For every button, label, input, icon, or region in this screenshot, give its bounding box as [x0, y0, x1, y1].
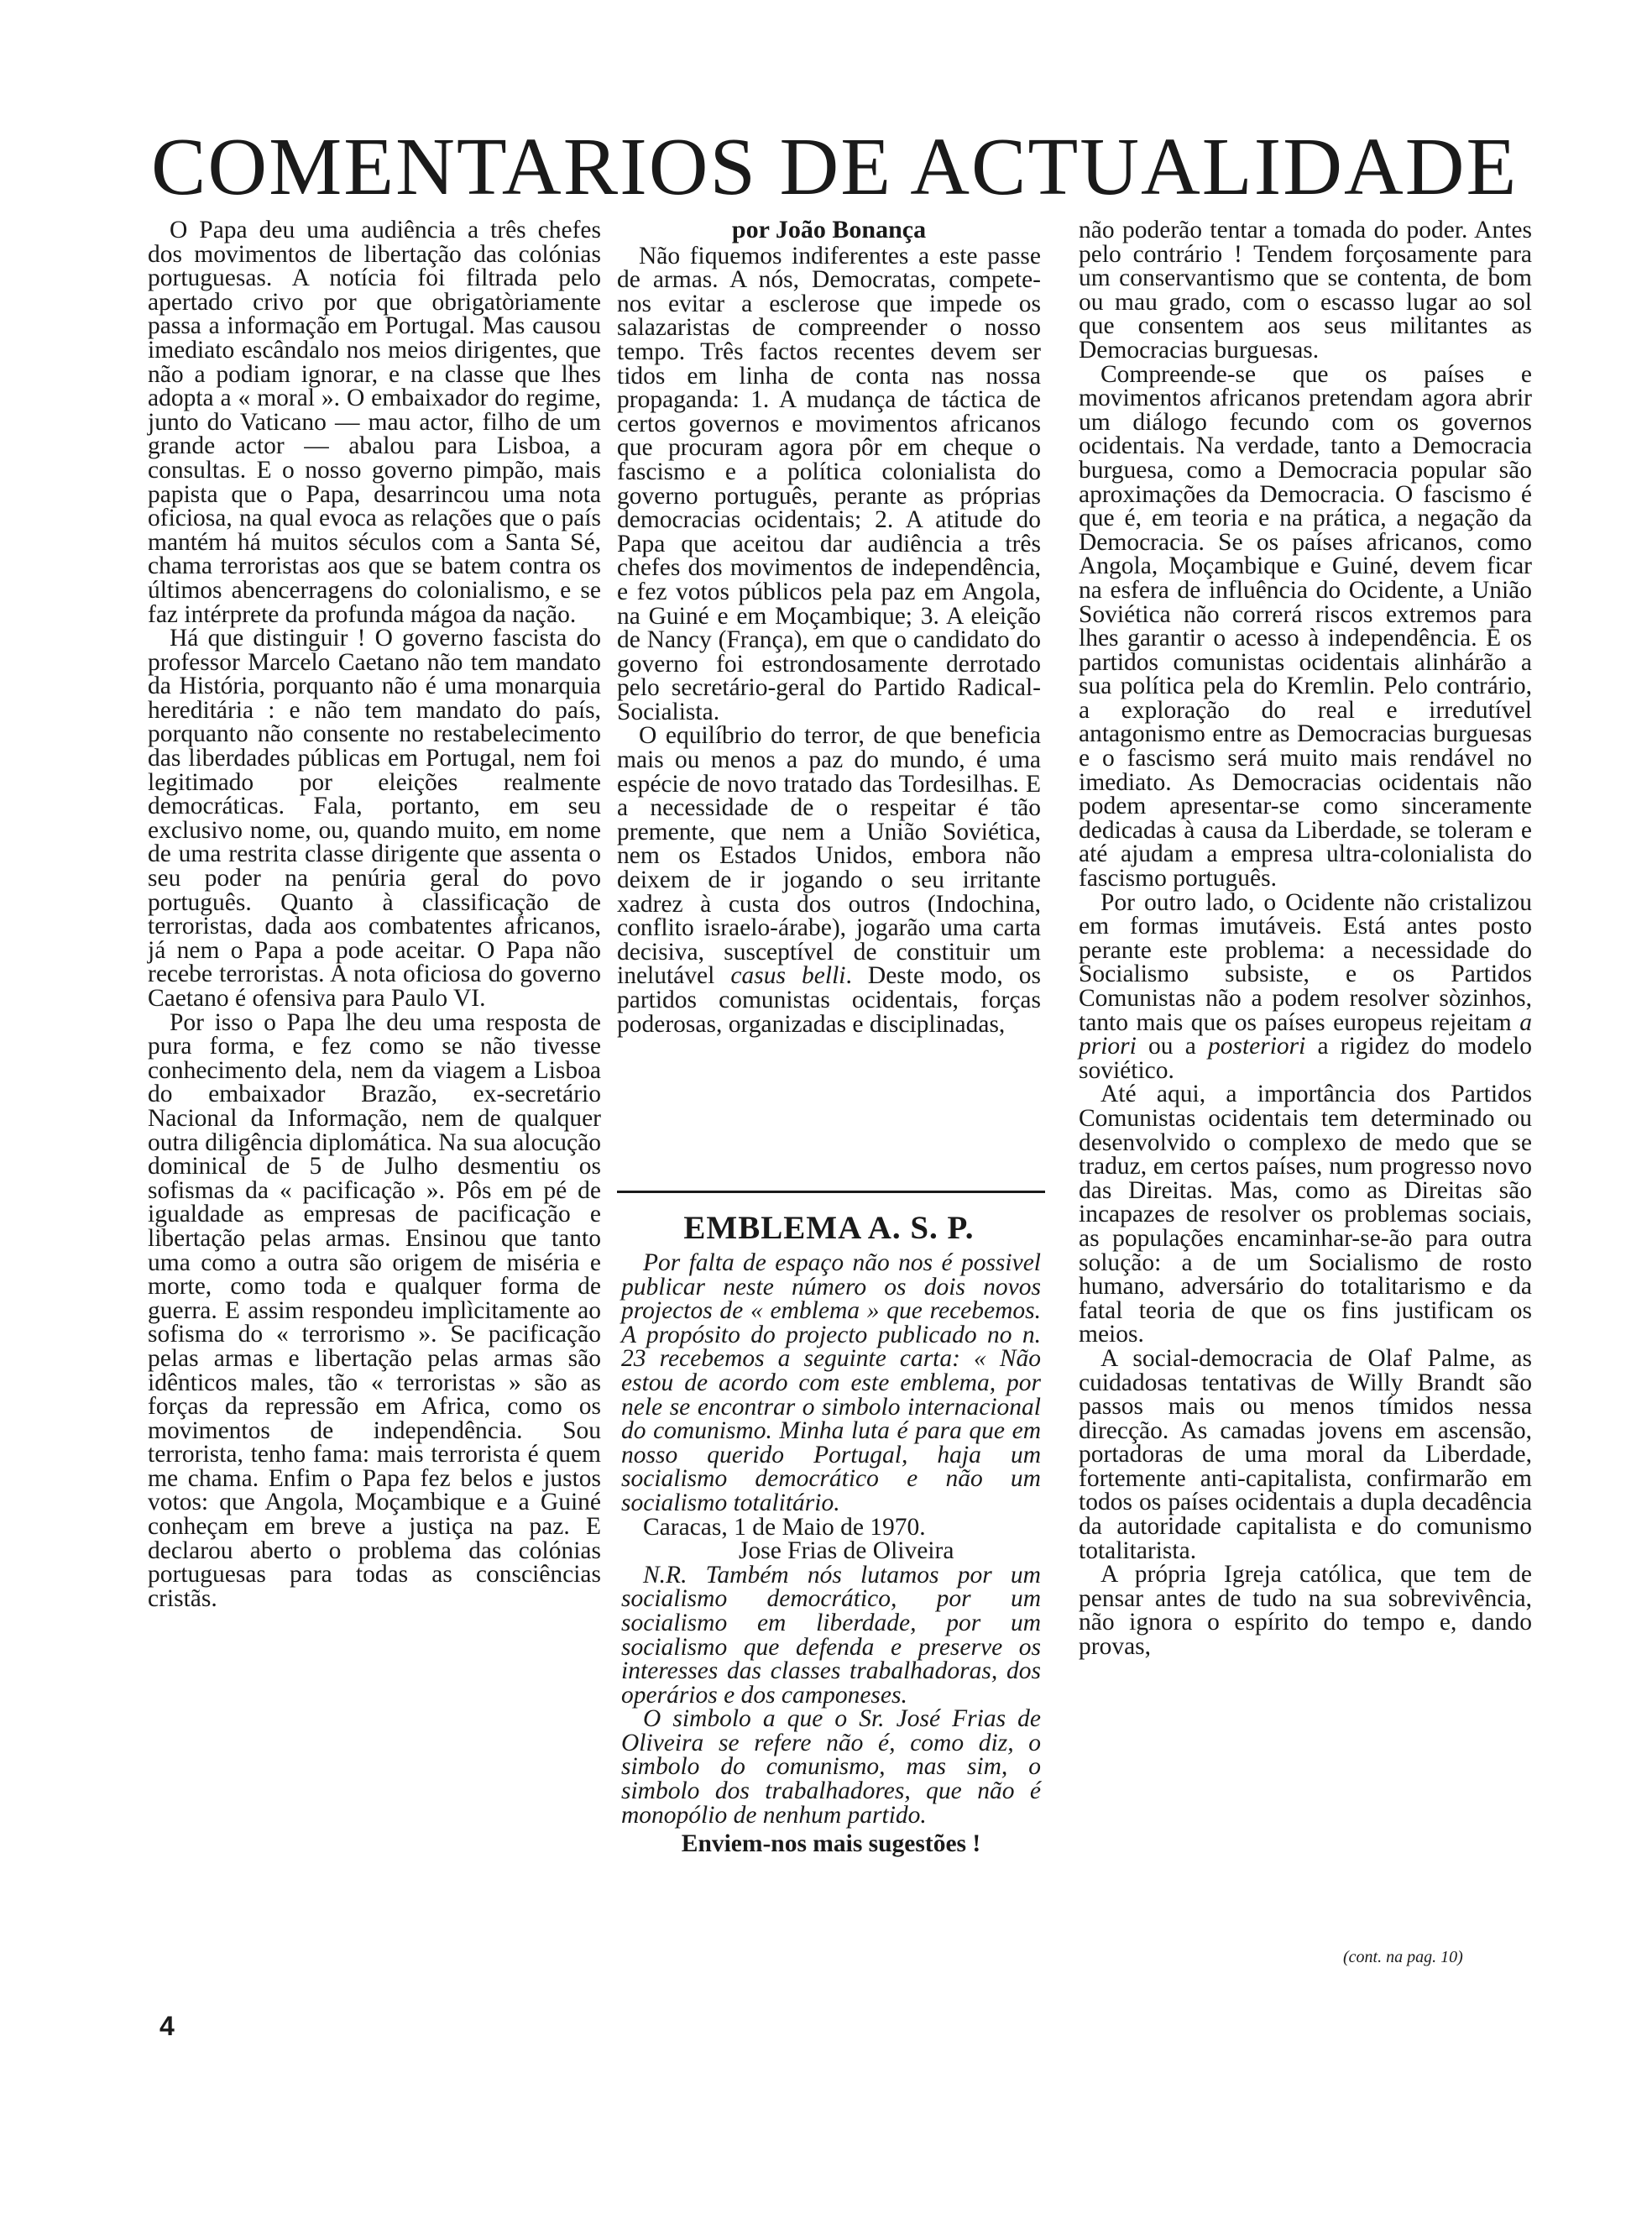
emblema-box	[621, 1251, 1041, 1856]
paragraph: Compreende-se que os países e movimentos africanos pretendam agora abrir um diálogo fecundo com os governos ocidentais. Na verdade, tanto a Democracia burguesa, como a Democracia popular são aproximações da Democracia. O fascismo é que é, em teoria e na prática, a negação da Democracia. Se os países africanos, como Angola, Moçambique e Guiné, devem ficar na esfera de influência do Ocidente, a União Soviética não correrá riscos extremos para lhes garantir o acesso à independência. E os partidos comunistas ocidentais alinhárão a sua política pela do Kremlin. Pelo contrário, a exploração do real e irredutível antagonismo entre as Democracias burguesas e o fascismo será muito mais rendável no imediato. As Democracias ocidentais não podem apresentar-se como sinceramente dedicadas à causa da Liberdade, se toleram e até ajudam a empresa ultra-colonialista do fascismo português.	[1079, 360, 1532, 893]
paragraph: Há que distinguir ! O governo fascista do professor Marcelo Caetano não tem mandato da História, porquanto não é uma monarquia hereditária : e não tem mandato do país, porquanto não consente no restabelecimento das liberdades públicas em Portugal, nem foi legitimado por eleições realmente democráticas. Fala, portanto, em seu exclusivo nome, ou, quando muito, em nome de uma restrita classe dirigente que assenta o seu poder na penúria geral do povo português. Quanto à classificação de terroristas, dada aos combatentes africanos, já nem o Papa a pode aceitar. O Papa não recebe terroristas. A nota oficiosa do governo Caetano é ofensiva para Paulo VI.	[148, 625, 601, 1012]
column-right	[1079, 218, 1532, 1659]
paragraph: Por isso o Papa lhe deu uma resposta de pura forma, e fez como se não tivesse conhecimento dela, nem da viagem a Lisboa do embaixador Brazão, ex-secretário Nacional da Informação, nem de qualquer outra diligência diplomática. Na sua alocução dominical de 5 de Julho desmentiu os sofismas da « pacificação ». Pôs em pé de igualdade as empresas de pacificação e libertação pelas armas. Ensinou que tanto uma como a outra são origem de miséria e morte, como toda e qualquer forma de guerra. E assim respondeu implìcitamente ao sofisma do « terrorismo ». Se pacificação pelas armas e libertação pelas armas são idênticos males, tão « terroristas » são as forças da repressão em Africa, como os movimentos de independência. Sou terrorista, tenho fama: mais terrorista é quem me chama. Enfim o Papa fez belos e justos votos: que Angola, Moçambique e a Guiné conheçam em breve a justiça na paz. E declarou aberto o problema das colónias portuguesas para todas as consciências cristãs.	[148, 1008, 601, 1612]
italic-term: a priori	[1079, 1008, 1532, 1060]
text-run: . Deste modo, os partidos comunistas ocidentais, forças poderosas, organizadas e disciplinadas,	[617, 962, 1042, 1038]
italic-term: casus belli	[730, 962, 846, 990]
paragraph	[1079, 888, 1533, 1084]
column-left	[148, 218, 601, 1610]
emblema-heading: EMBLEMA A. S. P.	[683, 1210, 975, 1246]
page-number: 4	[159, 2011, 175, 2041]
paragraph: não poderão tentar a tomada do poder. Antes pelo contrário ! Tendem forçosamente para um conservantismo que se contenta, de bom ou mau grado, com o escasso lugar ao sol que consentem aos seus militantes as Democracias burguesas.	[1079, 217, 1532, 364]
section-divider	[617, 1191, 1045, 1193]
page-title: COMENTARIOS DE ACTUALIDADE	[151, 122, 1519, 212]
editor-reply: N.R. Também nós lutamos por um socialismo democrático, por um socialismo em liberdade, por um socialismo que defenda e preserve os interesses das classes trabalhadoras, dos operários e dos camponeses.	[621, 1561, 1041, 1709]
text-run: a rigidez do modelo soviético.	[1079, 1033, 1533, 1084]
paragraph: Não fiquemos indiferentes a este passe de armas. A nós, Democratas, compete-nos evitar a esclerose que impede os salazaristas de compreender o nosso tempo. Três factos recentes devem ser tidos em linha de conta nas nossa propaganda: 1. A mudança de táctica de certos governos e movimentos africanos que procuram agora pôr em cheque o fascismo e a política colonialista do governo português, perante as próprias democracias ocidentais; 2. A atitude do Papa que aceitou dar audiência a três chefes dos movimentos de independência, e fez votos públicos pela paz em Angola, na Guiné e em Moçambique; 3. A eleição de Nancy (França), em que o candidato do governo foi estrondosamente derrotado pelo secretário-geral do Partido Radical-Socialista.	[617, 242, 1041, 725]
continuation-note: (cont. na pag. 10)	[1343, 1948, 1463, 1966]
call-to-action: Enviem-nos mais sugestões !	[681, 1830, 981, 1858]
text-run: O equilíbrio do terror, de que beneficia mais ou menos a paz do mundo, é uma espécie de novo tratado das Tordesilhas. E a necessidade de o respeitar é tão premente, que nem a União Soviética, nem os Estados Unidos, embora não deixem de ir jogando o seu irritante xadrez à custa dos outros (Indochina, conflito israelo-árabe), jogarão uma carta decisiva, susceptível de constituir um inelutável	[617, 722, 1041, 990]
text-run: Por outro lado, o Ocidente não cristalizou em formas imutáveis. Está antes posto perante este problema: a necessidade do Socialismo subsiste, e os Partidos Comunistas não a podem resolver sòzinhos, tanto mais que os países europeus rejeitam	[1079, 888, 1532, 1036]
editor-reply: O simbolo a que o Sr. José Frias de Oliveira se refere não é, como diz, o simbolo do comunismo, mas sim, o simbolo dos trabalhadores, que não é monopólio de nenhum partido.	[621, 1705, 1041, 1829]
emblema-intro: Por falta de espaço não nos é possivel publicar neste número os dois novos projectos de « emblema » que recebemos. A propósito do projecto publicado no n. 23 recebemos a seguinte carta: « Não estou de acordo com este emblema, por nele se encontrar o simbolo internacional do comunismo. Minha luta é para que em nosso querido Portugal, haja um socialismo democrático e não um socialismo totalitário.	[621, 1249, 1041, 1516]
place-date: Caracas, 1 de Maio de 1970.	[643, 1513, 926, 1541]
italic-term: posteriori	[1207, 1033, 1306, 1060]
paragraph: A própria Igreja católica, que tem de pensar antes de tudo na sua sobrevivência, não ignora o espírito do tempo e, dando provas,	[1079, 1561, 1532, 1661]
paragraph: A social-democracia de Olaf Palme, as cuidadosas tentativas de Willy Brandt são passos mais ou menos tímidos nessa direcção. As camadas jovens em ascensão, portadoras de uma moral da Liberdade, fortemente anti-capitalista, confirmarão em todos os países ocidentais a dupla decadência da autoridade capitalista e do comunismo totalitarista.	[1079, 1344, 1532, 1564]
signature: Jose Frias de Oliveira	[739, 1537, 954, 1565]
paragraph: Até aqui, a importância dos Partidos Comunistas ocidentais tem determinado ou desenvolvido o complexo de medo que se traduz, em certos países, num progresso novo das Direitas. Mas, como as Direitas são incapazes de resolver os problemas sociais, as populações encaminhar-se-ão para outra solução: a de um Socialismo de rosto humano, adversário do totalitarismo e da fatal teoria de que os fins justificam os meios.	[1079, 1081, 1532, 1348]
byline: por João Bonança	[731, 216, 927, 243]
paragraph	[617, 724, 1041, 1036]
text-run: ou a	[1148, 1033, 1196, 1060]
column-middle	[617, 218, 1041, 1036]
paragraph: O Papa deu uma audiência a três chefes dos movimentos de libertação das colónias portuguesas. A notícia foi filtrada pelo apertado crivo por que obrigatòriamente passa a informação em Portugal. Mas causou imediato escândalo nos meios dirigentes, que não a podiam ignorar, e na classe que lhes adopta a « moral ». O embaixador do regime, junto do Vaticano — mau actor, filho de um grande actor — abalou para Lisboa, a consultas. E o nosso governo pimpão, mais papista que o Papa, desarrincou uma nota oficiosa, na qual evoca as relações que o país mantém há muitos séculos com a Santa Sé, chama terroristas aos que se batem contra os últimos abencerragens do colonialismo, e se faz intérprete da profunda mágoa da nação.	[148, 217, 601, 628]
